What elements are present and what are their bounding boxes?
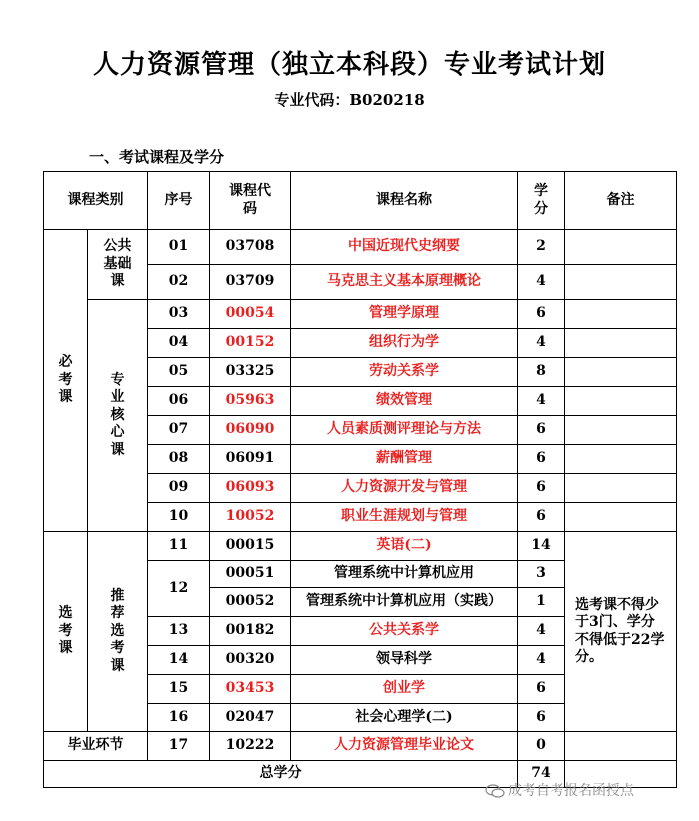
group-elective: 选 考 课	[44, 532, 88, 732]
course-credit: 6	[518, 704, 565, 732]
course-code: 00320	[210, 646, 291, 675]
course-remark	[565, 265, 677, 300]
exam-plan-table	[43, 171, 677, 788]
course-code: 05963	[210, 387, 291, 416]
course-credit: 4	[518, 646, 565, 675]
course-code: 00015	[210, 532, 291, 561]
header-seq: 序号	[148, 172, 210, 230]
course-credit: 3	[518, 561, 565, 588]
course-seq: 15	[148, 675, 210, 704]
course-code: 06090	[210, 416, 291, 445]
course-code: 10052	[210, 503, 291, 532]
course-name: 创业学	[291, 675, 518, 704]
course-name: 组织行为学	[291, 329, 518, 358]
course-code: 03453	[210, 675, 291, 704]
course-remark	[565, 387, 677, 416]
course-seq: 17	[148, 732, 210, 761]
course-name: 职业生涯规划与管理	[291, 503, 518, 532]
course-credit: 4	[518, 387, 565, 416]
header-row	[44, 172, 677, 230]
course-name: 人员素质测评理论与方法	[291, 416, 518, 445]
course-code: 03325	[210, 358, 291, 387]
group-required: 必 考 课	[44, 230, 88, 532]
course-seq: 03	[148, 300, 210, 329]
course-remark	[565, 503, 677, 532]
course-credit: 2	[518, 230, 565, 265]
course-seq: 08	[148, 445, 210, 474]
total-label: 总学分	[44, 761, 518, 788]
course-seq: 05	[148, 358, 210, 387]
course-name: 薪酬管理	[291, 445, 518, 474]
course-credit: 8	[518, 358, 565, 387]
course-code: 00152	[210, 329, 291, 358]
course-name: 社会心理学(二)	[291, 704, 518, 732]
course-code: 00052	[210, 588, 291, 617]
course-seq: 02	[148, 265, 210, 300]
course-remark	[565, 732, 677, 761]
course-credit: 4	[518, 265, 565, 300]
course-name: 马克思主义基本原理概论	[291, 265, 518, 300]
group-elective-recommended: 推 荐 选 考 课	[88, 532, 148, 732]
group-required-core: 专 业 核 心 课	[88, 300, 148, 532]
course-name: 劳动关系学	[291, 358, 518, 387]
course-remark	[565, 329, 677, 358]
header-remark: 备注	[565, 172, 677, 230]
course-credit: 6	[518, 675, 565, 704]
watermark-text: 成考自考报名函授点	[508, 783, 634, 799]
course-name: 中国近现代史纲要	[291, 230, 518, 265]
course-row	[44, 230, 677, 265]
course-seq: 16	[148, 704, 210, 732]
elective-remark: 选考课不得少于3门、学分不得低于22学分。	[565, 532, 677, 732]
course-credit: 4	[518, 329, 565, 358]
course-seq: 11	[148, 532, 210, 561]
course-credit: 1	[518, 588, 565, 617]
course-seq: 10	[148, 503, 210, 532]
major-code: 专业代码：B020218	[274, 91, 425, 109]
course-code: 10222	[210, 732, 291, 761]
course-code: 06091	[210, 445, 291, 474]
course-name: 公共关系学	[291, 617, 518, 646]
course-seq: 07	[148, 416, 210, 445]
course-remark	[565, 300, 677, 329]
wechat-icon	[485, 784, 505, 798]
course-seq: 14	[148, 646, 210, 675]
course-name: 人力资源开发与管理	[291, 474, 518, 503]
group-graduation: 毕业环节	[44, 732, 148, 761]
course-row	[44, 732, 677, 761]
course-name: 管理学原理	[291, 300, 518, 329]
course-remark	[565, 474, 677, 503]
course-credit: 4	[518, 617, 565, 646]
course-credit: 6	[518, 445, 565, 474]
course-seq: 09	[148, 474, 210, 503]
group-required-public: 公共 基础 课	[88, 230, 148, 300]
course-name: 英语(二)	[291, 532, 518, 561]
course-credit: 6	[518, 474, 565, 503]
course-code: 00054	[210, 300, 291, 329]
course-name: 绩效管理	[291, 387, 518, 416]
course-credit: 0	[518, 732, 565, 761]
course-code: 06093	[210, 474, 291, 503]
header-name: 课程名称	[291, 172, 518, 230]
course-seq: 06	[148, 387, 210, 416]
course-credit: 6	[518, 300, 565, 329]
course-remark	[565, 358, 677, 387]
course-code: 03708	[210, 230, 291, 265]
course-seq: 01	[148, 230, 210, 265]
course-name: 管理系统中计算机应用（实践）	[291, 588, 518, 617]
section-heading: 一、考试课程及学分	[89, 148, 225, 166]
course-remark	[565, 445, 677, 474]
course-code: 02047	[210, 704, 291, 732]
watermark	[485, 780, 634, 800]
course-seq: 12	[148, 561, 210, 617]
course-credit: 6	[518, 503, 565, 532]
course-seq: 04	[148, 329, 210, 358]
course-row	[44, 300, 677, 329]
header-category: 课程类别	[44, 172, 148, 230]
course-remark	[565, 416, 677, 445]
total-credit: 74	[518, 761, 565, 788]
course-name: 管理系统中计算机应用	[291, 561, 518, 588]
page-title: 人力资源管理（独立本科段）专业考试计划	[92, 50, 606, 80]
course-remark	[565, 230, 677, 265]
header-credit: 学 分	[518, 172, 565, 230]
course-credit: 14	[518, 532, 565, 561]
course-row	[44, 532, 677, 561]
course-name: 人力资源管理毕业论文	[291, 732, 518, 761]
course-code: 00182	[210, 617, 291, 646]
course-code: 00051	[210, 561, 291, 588]
course-name: 领导科学	[291, 646, 518, 675]
course-seq: 13	[148, 617, 210, 646]
course-credit: 6	[518, 416, 565, 445]
course-code: 03709	[210, 265, 291, 300]
header-code: 课程代 码	[210, 172, 291, 230]
